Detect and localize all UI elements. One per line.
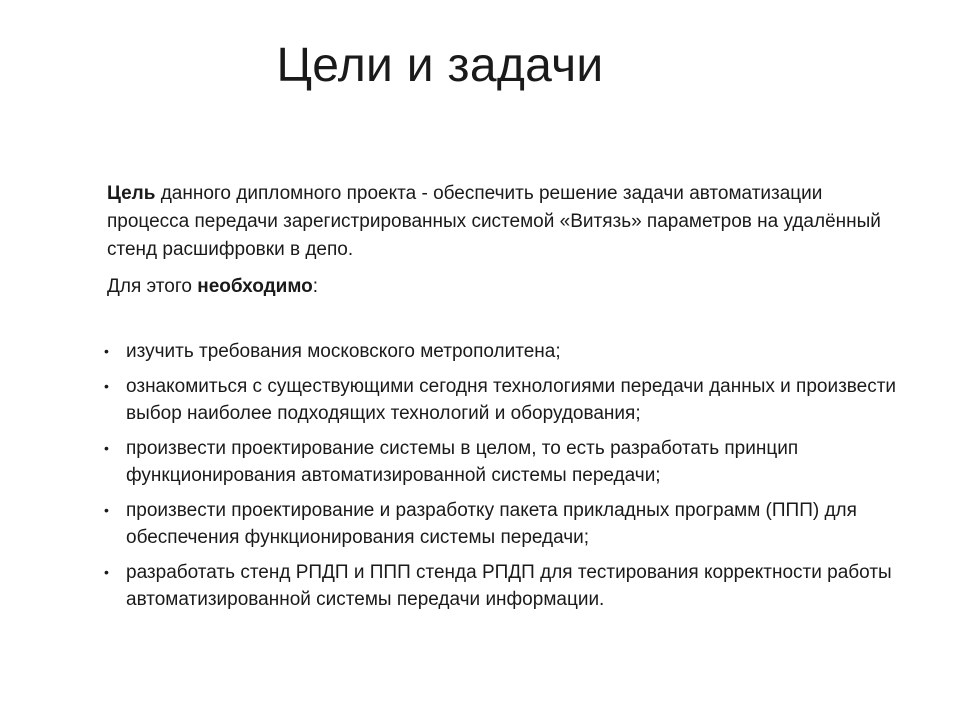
bullet-icon: • bbox=[104, 440, 109, 456]
task-text: произвести проектирование и разработку пакета прикладных программ (ППП) для обеспечения функционирования системы передачи; bbox=[126, 500, 857, 548]
bullet-icon: • bbox=[104, 343, 109, 359]
task-item bbox=[102, 559, 902, 613]
task-item bbox=[102, 338, 902, 365]
requirement-line bbox=[107, 273, 907, 301]
bullet-icon: • bbox=[104, 502, 109, 518]
task-text: изучить требования московского метрополитена; bbox=[126, 341, 561, 362]
goal-paragraph bbox=[107, 180, 907, 264]
task-text: ознакомиться с существующими сегодня технологиями передачи данных и произвести выбор наиболее подходящих технологий и оборудования; bbox=[126, 376, 897, 424]
task-item bbox=[102, 435, 902, 489]
task-text: произвести проектирование системы в целом, то есть разработать принцип функционирования автоматизированной системы передачи; bbox=[126, 438, 799, 486]
task-item bbox=[102, 373, 902, 427]
requirement-prefix: Для этого bbox=[107, 276, 198, 297]
task-list bbox=[102, 338, 902, 621]
bullet-icon: • bbox=[104, 564, 109, 580]
requirement-suffix: : bbox=[312, 276, 319, 297]
goal-label: Цель bbox=[107, 183, 156, 204]
bullet-icon: • bbox=[104, 378, 109, 394]
goal-text: данного дипломного проекта - обеспечить решение задачи автоматизации процесса передачи зарегистрированных системой «Витязь» параметров на удалённый стенд расшифровки в депо. bbox=[107, 183, 881, 260]
requirement-keyword: необходимо bbox=[197, 276, 313, 297]
slide-title: Цели и задачи bbox=[276, 39, 604, 92]
task-item bbox=[102, 497, 902, 551]
task-text: разработать стенд РПДП и ППП стенда РПДП для тестирования корректности работы автоматизированной системы передачи информации. bbox=[126, 562, 892, 610]
